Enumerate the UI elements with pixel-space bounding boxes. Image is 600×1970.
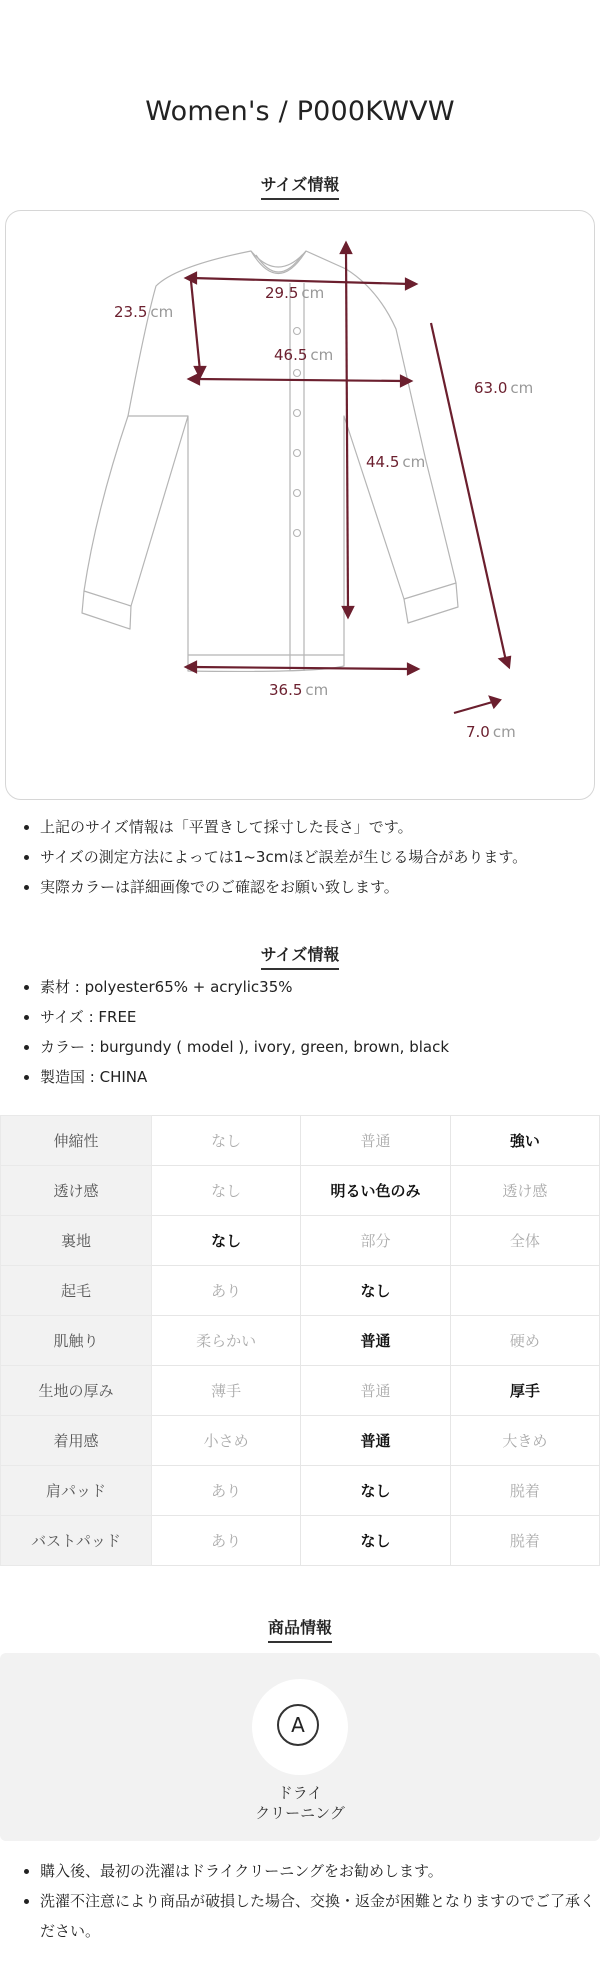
table-cell: なし	[152, 1166, 301, 1216]
table-row	[1, 1416, 600, 1466]
table-cell: なし	[152, 1116, 301, 1166]
table-row-label: 透け感	[1, 1166, 152, 1216]
list-item: • 素材 : polyester65% + acrylic35%	[40, 972, 600, 1002]
table-row-label: 着用感	[1, 1416, 152, 1466]
product-info-heading: 商品情報	[0, 1615, 600, 1643]
chest-measurement: 46.5 cm	[274, 346, 334, 364]
table-cell: 普通	[301, 1116, 450, 1166]
table-cell: あり	[152, 1466, 301, 1516]
table-row	[1, 1116, 600, 1166]
table-row-label: 伸縮性	[1, 1116, 152, 1166]
list-item: • カラー : burgundy ( model ), ivory, green, brown, black	[40, 1032, 600, 1062]
table-cell: 普通	[301, 1366, 450, 1416]
table-row	[1, 1366, 600, 1416]
dry-clean-icon: A	[277, 1704, 319, 1746]
spec-info-heading: サイズ情報	[0, 942, 600, 970]
size-info-heading: サイズ情報	[0, 172, 600, 200]
list-item: • サイズ : FREE	[40, 1002, 600, 1032]
table-cell: 全体	[450, 1216, 599, 1266]
table-cell: 部分	[301, 1216, 450, 1266]
table-row-label: 裏地	[1, 1216, 152, 1266]
table-row-label: バストパッド	[1, 1516, 152, 1566]
table-cell: 小さめ	[152, 1416, 301, 1466]
table-row-label: 生地の厚み	[1, 1366, 152, 1416]
table-cell: 強い	[450, 1116, 599, 1166]
table-cell: 透け感	[450, 1166, 599, 1216]
table-row	[1, 1466, 600, 1516]
table-cell: なし	[301, 1266, 450, 1316]
hem-measurement: 36.5 cm	[269, 681, 329, 699]
care-notes-list	[18, 1856, 600, 1946]
table-cell: 脱着	[450, 1466, 599, 1516]
table-row-label: 起毛	[1, 1266, 152, 1316]
care-icon-circle	[252, 1679, 348, 1775]
spec-list	[18, 972, 600, 1092]
table-cell: 脱着	[450, 1516, 599, 1566]
table-cell: あり	[152, 1516, 301, 1566]
cuff-measurement: 7.0 cm	[466, 723, 516, 741]
list-item: • 製造国 : CHINA	[40, 1062, 600, 1092]
fabric-properties-table	[0, 1115, 600, 1566]
sleeve-measurement: 63.0 cm	[474, 379, 534, 397]
table-row	[1, 1316, 600, 1366]
table-row	[1, 1516, 600, 1566]
care-instructions-box	[0, 1653, 600, 1841]
table-row	[1, 1216, 600, 1266]
shoulder-measurement: 29.5 cm	[265, 284, 325, 302]
table-cell: 普通	[301, 1416, 450, 1466]
length-measurement: 44.5 cm	[366, 453, 426, 471]
table-row	[1, 1166, 600, 1216]
armhole-measurement: 23.5 cm	[114, 303, 174, 321]
page-title: Women's / P000KWVW	[145, 96, 455, 127]
table-cell: なし	[301, 1466, 450, 1516]
table-cell: あり	[152, 1266, 301, 1316]
table-cell: 硬め	[450, 1316, 599, 1366]
table-cell	[450, 1266, 599, 1316]
list-item: • サイズの測定方法によっては1~3cmほど誤差が生じる場合があります。	[40, 842, 600, 872]
list-item: • 実際カラーは詳細画像でのご確認をお願い致します。	[40, 872, 600, 902]
table-cell: 厚手	[450, 1366, 599, 1416]
table-cell: なし	[301, 1516, 450, 1566]
size-diagram	[5, 210, 595, 800]
list-item: • 洗濯不注意により商品が破損した場合、交換・返金が困難となりますのでご了承ください。	[40, 1886, 600, 1946]
list-item: • 上記のサイズ情報は「平置きして採寸した長さ」です。	[40, 812, 600, 842]
table-cell: 薄手	[152, 1366, 301, 1416]
table-cell: 大きめ	[450, 1416, 599, 1466]
list-item: • 購入後、最初の洗濯はドライクリーニングをお勧めします。	[40, 1856, 600, 1886]
measure-lines	[186, 243, 510, 713]
table-cell: 明るい色のみ	[301, 1166, 450, 1216]
table-cell: なし	[152, 1216, 301, 1266]
table-row-label: 肩パッド	[1, 1466, 152, 1516]
table-row	[1, 1266, 600, 1316]
care-label: ドライ クリーニング	[255, 1784, 345, 1822]
size-notes-list	[18, 812, 600, 902]
table-row-label: 肌触り	[1, 1316, 152, 1366]
table-cell: 普通	[301, 1316, 450, 1366]
table-cell: 柔らかい	[152, 1316, 301, 1366]
